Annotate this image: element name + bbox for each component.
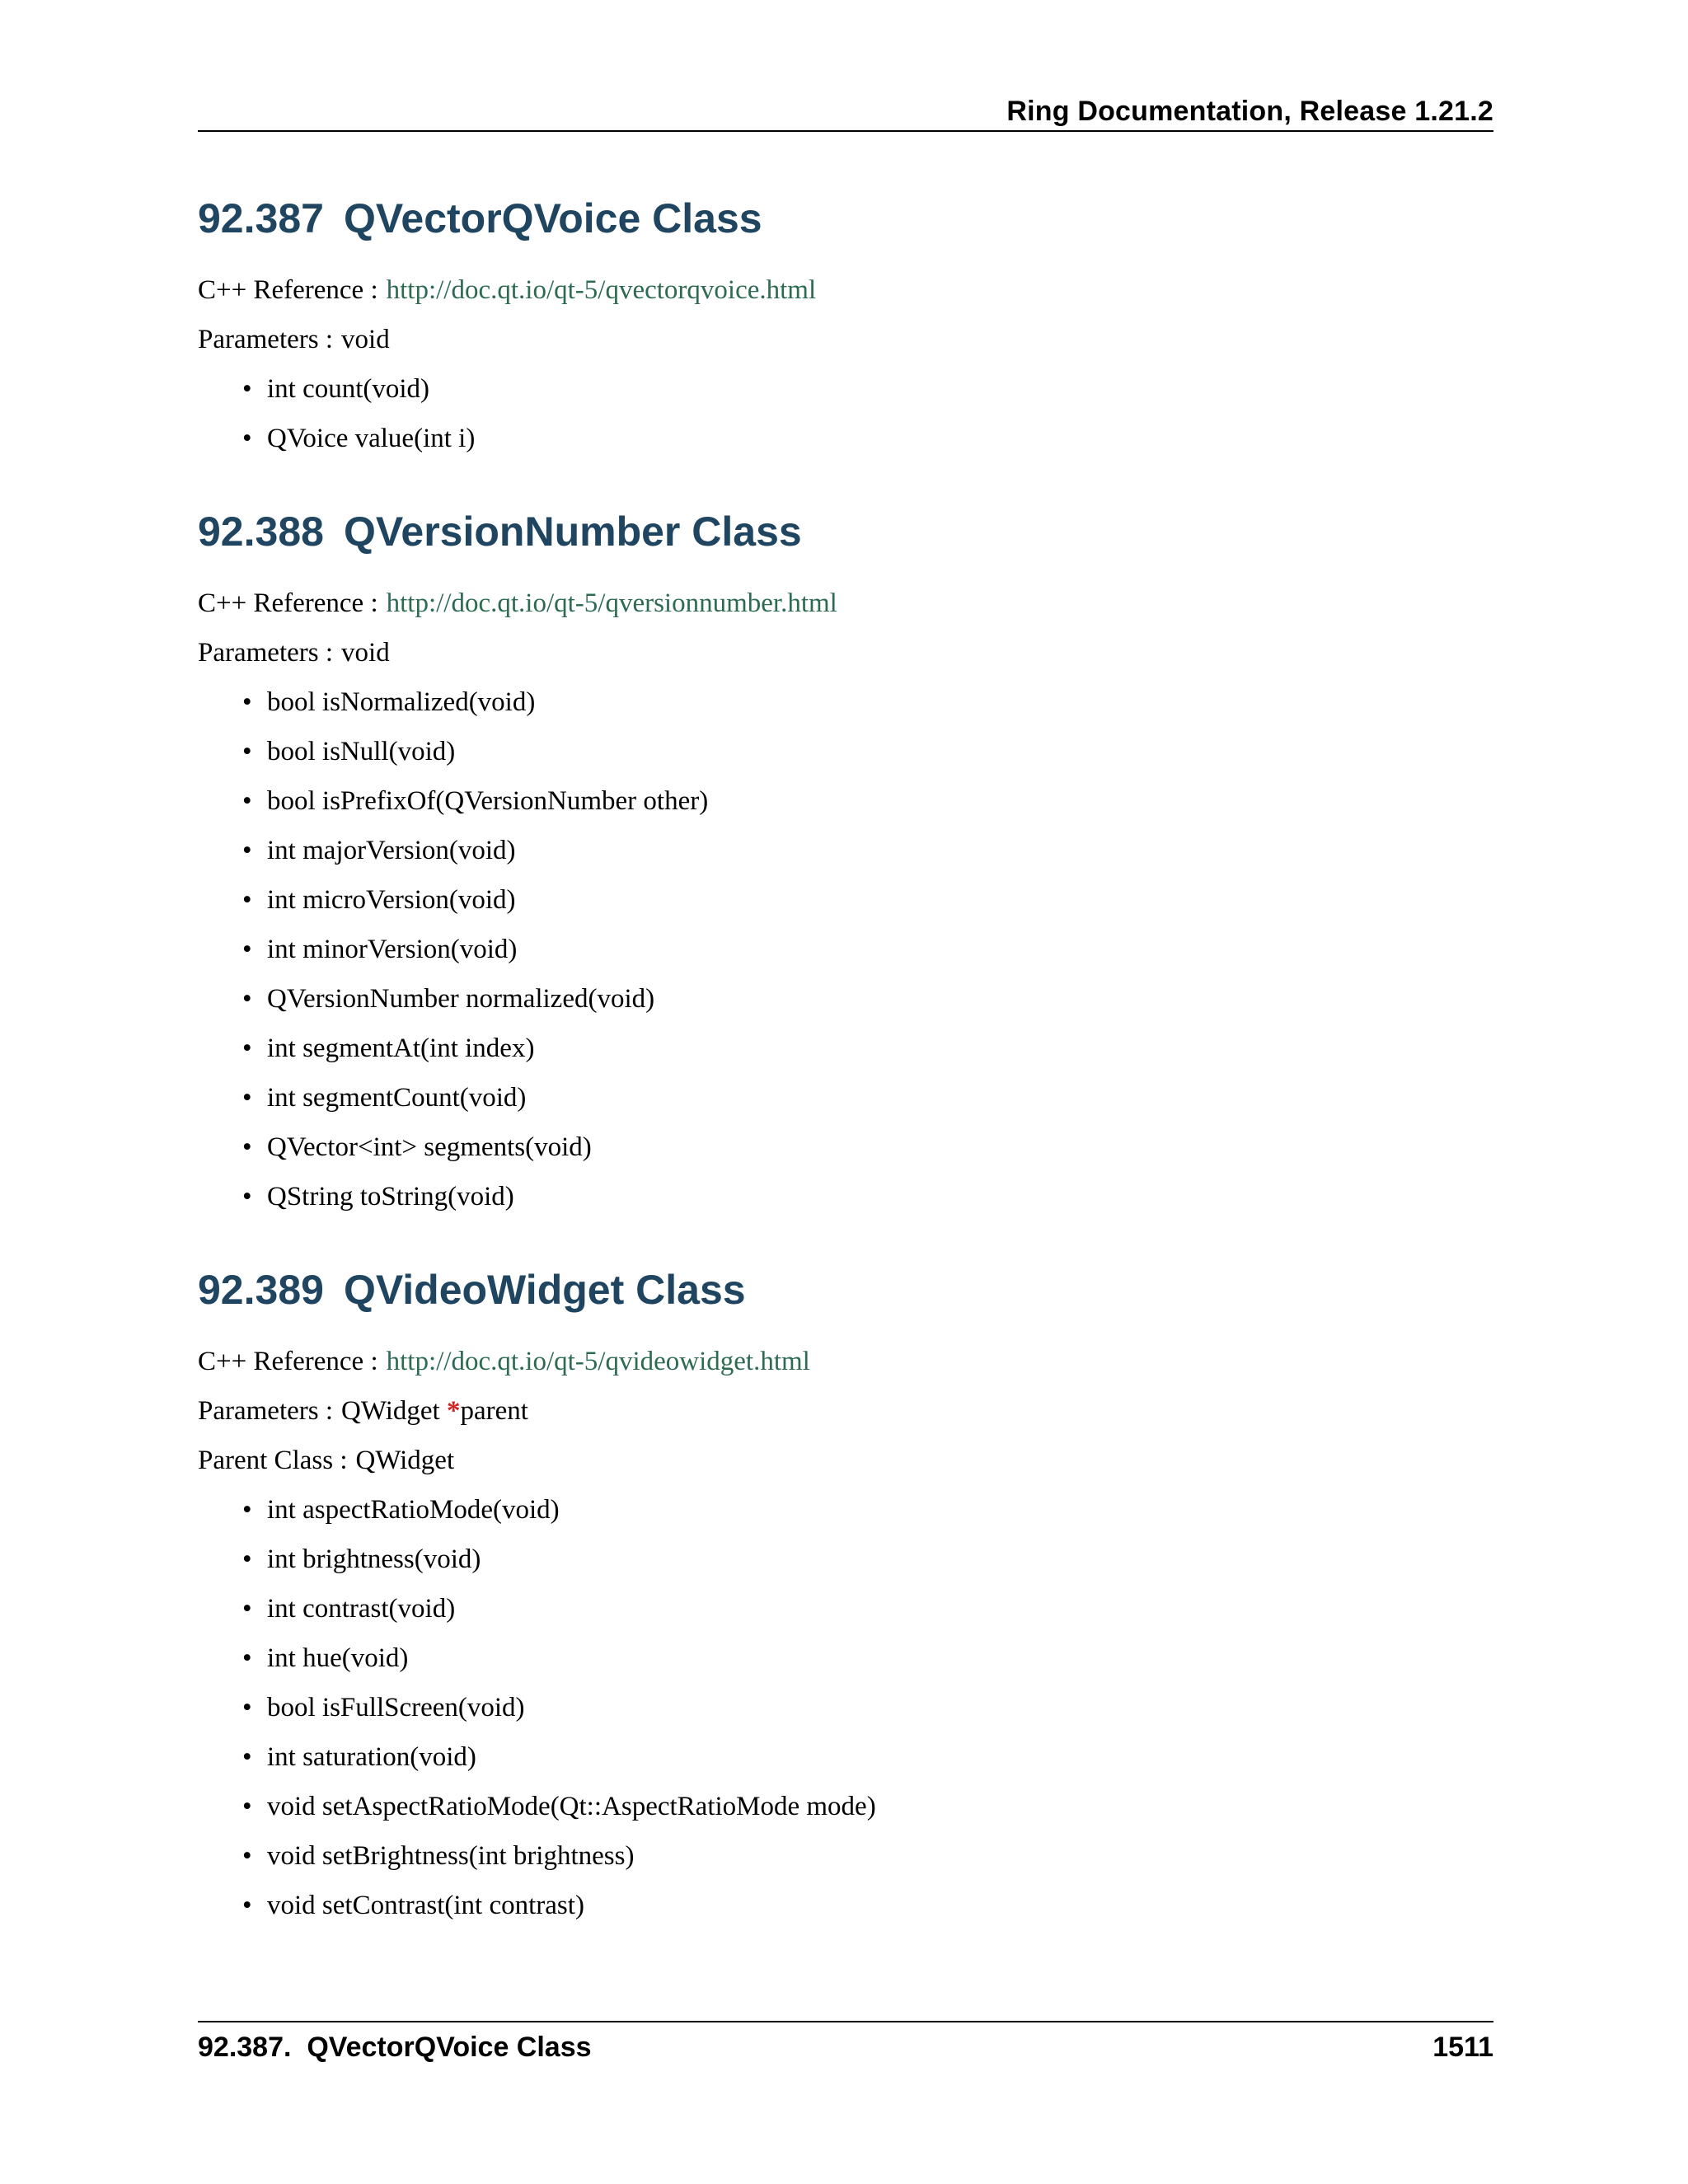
- method-signature: void setBrightness(int brightness): [267, 1841, 635, 1871]
- bullet-icon: •: [242, 1544, 252, 1574]
- method-item: [242, 1122, 1493, 1172]
- parameters-line: [198, 1386, 1493, 1436]
- method-signature: QVoice value(int i): [267, 424, 476, 453]
- bullet-icon: •: [242, 836, 252, 865]
- bullet-icon: •: [242, 1891, 252, 1920]
- method-signature: QVersionNumber normalized(void): [267, 984, 655, 1014]
- bullet-icon: •: [242, 1495, 252, 1525]
- section-qversionnumber: [198, 503, 1493, 1221]
- cpp-reference-label: C++ Reference :: [198, 275, 378, 305]
- method-signature: int segmentAt(int index): [267, 1033, 535, 1063]
- method-signature: bool isPrefixOf(QVersionNumber other): [267, 786, 709, 816]
- parameters-name: parent: [460, 1396, 528, 1426]
- method-item: [242, 1782, 1493, 1831]
- bullet-icon: •: [242, 1693, 252, 1722]
- parameters-label: Parameters :: [198, 325, 334, 354]
- bullet-icon: •: [242, 424, 252, 453]
- method-signature: int brightness(void): [267, 1544, 481, 1574]
- method-item: [242, 1535, 1493, 1584]
- bullet-icon: •: [242, 1182, 252, 1212]
- pointer-asterisk: *: [446, 1396, 461, 1426]
- method-signature: int majorVersion(void): [267, 836, 516, 865]
- method-list: [198, 677, 1493, 1221]
- method-item: [242, 875, 1493, 925]
- method-signature: int saturation(void): [267, 1742, 476, 1772]
- section-title: QVideoWidget Class: [343, 1267, 746, 1313]
- cpp-reference-line: [198, 1337, 1493, 1386]
- bullet-icon: •: [242, 1643, 252, 1673]
- method-item: [242, 727, 1493, 776]
- header-title: Ring Documentation, Release 1.21.2: [1006, 96, 1493, 127]
- cpp-reference-link[interactable]: http://doc.qt.io/qt-5/qversionnumber.html: [386, 588, 837, 618]
- method-item: [242, 414, 1493, 463]
- bullet-icon: •: [242, 1792, 252, 1821]
- section-title: QVectorQVoice Class: [343, 195, 762, 241]
- section-number: 92.389: [198, 1267, 324, 1313]
- method-list: [198, 1485, 1493, 1930]
- method-item: [242, 1732, 1493, 1782]
- footer-page-number: 1511: [1432, 2032, 1493, 2063]
- method-item: [242, 1831, 1493, 1881]
- method-item: [242, 776, 1493, 826]
- section-qvideowidget: [198, 1261, 1493, 1930]
- section-qvectorqvoice: [198, 190, 1493, 463]
- bullet-icon: •: [242, 1083, 252, 1113]
- method-signature: int segmentCount(void): [267, 1083, 527, 1113]
- page-content: [198, 190, 1493, 1930]
- bullet-icon: •: [242, 935, 252, 964]
- parameters-value: void: [341, 638, 390, 668]
- method-item: [242, 1073, 1493, 1122]
- method-signature: int contrast(void): [267, 1594, 456, 1624]
- bullet-icon: •: [242, 1033, 252, 1063]
- section-title: QVersionNumber Class: [343, 509, 802, 555]
- parent-class-line: [198, 1436, 1493, 1485]
- footer-section-title: 92.387. QVectorQVoice Class: [198, 2032, 592, 2063]
- parameters-label: Parameters :: [198, 1396, 334, 1426]
- cpp-reference-label: C++ Reference :: [198, 1347, 378, 1376]
- running-footer: [198, 2021, 1493, 2069]
- bullet-icon: •: [242, 1594, 252, 1624]
- section-heading: [198, 1261, 1493, 1319]
- parent-class-label: Parent Class :: [198, 1446, 348, 1475]
- method-signature: void setAspectRatioMode(Qt::AspectRatioMode mode): [267, 1792, 876, 1821]
- cpp-reference-link[interactable]: http://doc.qt.io/qt-5/qvectorqvoice.html: [386, 275, 817, 305]
- bullet-icon: •: [242, 737, 252, 766]
- bullet-icon: •: [242, 1841, 252, 1871]
- parameters-line: [198, 628, 1493, 677]
- bullet-icon: •: [242, 885, 252, 915]
- running-header: [198, 92, 1493, 132]
- method-signature: int minorVersion(void): [267, 935, 518, 964]
- method-signature: QString toString(void): [267, 1182, 514, 1212]
- parameters-value: void: [341, 325, 390, 354]
- method-signature: int hue(void): [267, 1643, 409, 1673]
- method-item: [242, 925, 1493, 974]
- section-heading: [198, 190, 1493, 247]
- method-item: [242, 974, 1493, 1024]
- parameters-label: Parameters :: [198, 638, 334, 668]
- method-signature: int microVersion(void): [267, 885, 516, 915]
- method-item: [242, 1584, 1493, 1633]
- method-signature: int aspectRatioMode(void): [267, 1495, 560, 1525]
- cpp-reference-link[interactable]: http://doc.qt.io/qt-5/qvideowidget.html: [386, 1347, 810, 1376]
- bullet-icon: •: [242, 1742, 252, 1772]
- method-signature: bool isFullScreen(void): [267, 1693, 525, 1722]
- method-item: [242, 1881, 1493, 1930]
- parameters-type: QWidget: [341, 1396, 447, 1426]
- bullet-icon: •: [242, 687, 252, 717]
- method-list: [198, 364, 1493, 463]
- cpp-reference-label: C++ Reference :: [198, 588, 378, 618]
- bullet-icon: •: [242, 786, 252, 816]
- method-signature: QVector<int> segments(void): [267, 1132, 592, 1162]
- method-item: [242, 1024, 1493, 1073]
- section-heading: [198, 503, 1493, 560]
- method-item: [242, 1683, 1493, 1732]
- method-signature: bool isNull(void): [267, 737, 456, 766]
- bullet-icon: •: [242, 1132, 252, 1162]
- bullet-icon: •: [242, 374, 252, 404]
- parameters-line: [198, 315, 1493, 364]
- parent-class-value: QWidget: [355, 1446, 455, 1475]
- method-item: [242, 1633, 1493, 1683]
- method-item: [242, 826, 1493, 875]
- method-item: [242, 677, 1493, 727]
- method-signature: void setContrast(int contrast): [267, 1891, 584, 1920]
- method-item: [242, 364, 1493, 414]
- bullet-icon: •: [242, 984, 252, 1014]
- method-item: [242, 1485, 1493, 1535]
- cpp-reference-line: [198, 265, 1493, 315]
- section-number: 92.387: [198, 195, 324, 241]
- section-number: 92.388: [198, 509, 324, 555]
- method-item: [242, 1172, 1493, 1221]
- document-page: [198, 0, 1493, 2184]
- method-signature: int count(void): [267, 374, 430, 404]
- method-signature: bool isNormalized(void): [267, 687, 536, 717]
- cpp-reference-line: [198, 579, 1493, 628]
